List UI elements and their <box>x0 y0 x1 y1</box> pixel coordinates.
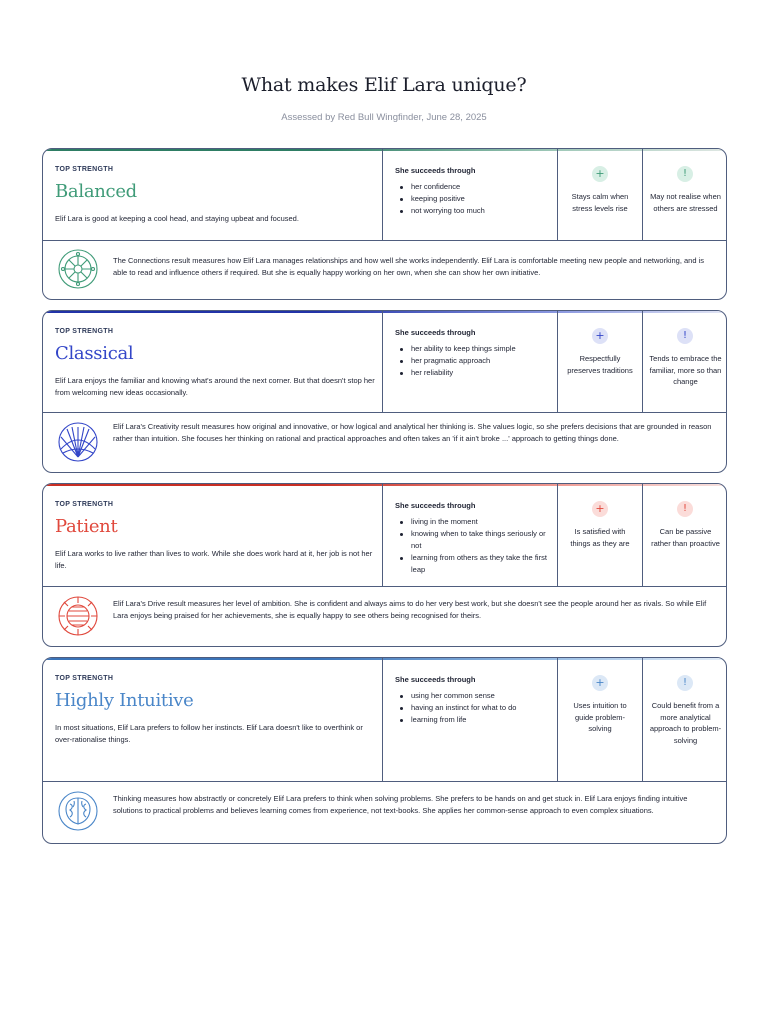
exclamation-icon: ! <box>677 328 693 344</box>
strength-title: Patient <box>55 516 118 537</box>
exclamation-icon: ! <box>677 675 693 691</box>
list-item: having an instinct for what to do <box>399 702 551 714</box>
succeeds-through-list <box>399 343 551 379</box>
strength-label: TOP STRENGTH <box>55 166 114 173</box>
succeeds-through-list <box>399 690 551 726</box>
list-item: keeping positive <box>399 193 551 205</box>
result-explanation: Elif Lara's Creativity result measures how original and innovative, or how logical and analytical her thinking is. She values logic, so she prefers decisions that are grounded in reason rather than intuition. She focuses her thinking on rational and practical approaches and often takes an 'if it ain't broke ...' approach to getting things done. <box>113 422 712 443</box>
succeeds-through-panel <box>383 311 558 412</box>
watch-out-text: Can be passive rather than proactive <box>651 527 720 548</box>
positive-trait-panel <box>558 311 643 412</box>
list-item: living in the moment <box>399 516 551 528</box>
page-subtitle: Assessed by Red Bull Wingfinder, June 28, 2025 <box>281 112 487 123</box>
succeeds-through-panel <box>383 484 558 586</box>
strength-description: In most situations, Elif Lara prefers to follow her instincts. Elif Lara doesn't like to overthink or over-rationalise things. <box>55 723 363 744</box>
strength-card-patient <box>42 483 727 647</box>
card-bottom-section <box>43 411 726 472</box>
succeeds-through-panel <box>383 658 558 781</box>
positive-trait-text: Respectfully preserves traditions <box>567 354 633 375</box>
succeeds-through-heading: She succeeds through <box>395 166 476 175</box>
strength-label: TOP STRENGTH <box>55 501 114 508</box>
strength-card-classical <box>42 310 727 473</box>
list-item: learning from life <box>399 714 551 726</box>
plus-icon: + <box>592 501 608 517</box>
strength-description: Elif Lara is good at keeping a cool head, and staying upbeat and focused. <box>55 214 299 223</box>
exclamation-icon: ! <box>677 166 693 182</box>
result-explanation: The Connections result measures how Elif Lara manages relationships and how well she works independently. Elif Lara is comfortable meeting new people and networking, and is able to read and influence others if required. But she is equally happy working on her own, when she can show her own initiative. <box>113 256 705 277</box>
card-top-section <box>43 658 726 782</box>
exclamation-icon: ! <box>677 501 693 517</box>
watch-out-text: Tends to embrace the familiar, more so than change <box>649 354 722 386</box>
strength-description: Elif Lara works to live rather than lives to work. While she does work hard at it, her job is not her life. <box>55 549 373 570</box>
list-item: using her common sense <box>399 690 551 702</box>
strength-summary <box>43 149 383 240</box>
strength-summary <box>43 311 383 412</box>
watch-out-text: Could benefit from a more analytical approach to problem-solving <box>649 701 722 745</box>
card-bottom-section <box>43 239 726 299</box>
card-top-section <box>43 311 726 413</box>
list-item: knowing when to take things seriously or not <box>399 528 551 552</box>
positive-trait-panel <box>558 484 643 586</box>
result-explanation: Thinking measures how abstractly or concretely Elif Lara prefers to think when solving problems. She prefers to be hands on and get stuck in. Elif Lara enjoys finding intuitive solutions to practical problems and believes learning comes from experience, not text-books. She applies her common-sense approach to even complex situations. <box>113 794 688 815</box>
strength-label: TOP STRENGTH <box>55 675 114 682</box>
succeeds-through-heading: She succeeds through <box>395 501 476 510</box>
succeeds-through-panel <box>383 149 558 240</box>
card-top-section <box>43 149 726 241</box>
strength-title: Classical <box>55 343 134 364</box>
creativity-emblem-icon <box>57 421 99 463</box>
result-explanation: Elif Lara's Drive result measures her level of ambition. She is confident and always aims to do her very best work, but she doesn't see the people around her as rivals. So while Elif Lara enjoys being praised for her achievements, she is equally happy to see others being recognised for theirs. <box>113 599 707 620</box>
page-title: What makes Elif Lara unique? <box>241 74 527 96</box>
positive-trait-text: Uses intuition to guide problem-solving <box>573 701 627 733</box>
strength-title: Highly Intuitive <box>55 690 194 711</box>
positive-trait-panel <box>558 658 643 781</box>
list-item: her reliability <box>399 367 551 379</box>
plus-icon: + <box>592 328 608 344</box>
strength-summary <box>43 484 383 586</box>
succeeds-through-heading: She succeeds through <box>395 675 476 684</box>
positive-trait-text: Is satisfied with things as they are <box>570 527 630 548</box>
strength-label: TOP STRENGTH <box>55 328 114 335</box>
positive-trait-panel <box>558 149 643 240</box>
list-item: learning from others as they take the first leap <box>399 552 551 576</box>
card-top-section <box>43 484 726 587</box>
connections-emblem-icon <box>57 248 99 290</box>
watch-out-panel <box>643 484 727 586</box>
plus-icon: + <box>592 166 608 182</box>
list-item: her ability to keep things simple <box>399 343 551 355</box>
strength-title: Balanced <box>55 181 137 202</box>
card-bottom-section <box>43 780 726 843</box>
watch-out-text: May not realise when others are stressed <box>650 192 721 213</box>
watch-out-panel <box>643 311 727 412</box>
succeeds-through-heading: She succeeds through <box>395 328 476 337</box>
thinking-brain-emblem-icon <box>57 790 99 832</box>
succeeds-through-list <box>399 516 551 576</box>
list-item: not worrying too much <box>399 205 551 217</box>
watch-out-panel <box>643 149 727 240</box>
strength-description: Elif Lara enjoys the familiar and knowing what's around the next corner. But that doesn't stop her from welcoming new ideas occasionally. <box>55 376 375 397</box>
list-item: her pragmatic approach <box>399 355 551 367</box>
watch-out-panel <box>643 658 727 781</box>
card-bottom-section <box>43 585 726 646</box>
strength-card-highly-intuitive <box>42 657 727 844</box>
list-item: her confidence <box>399 181 551 193</box>
drive-emblem-icon <box>57 595 99 637</box>
positive-trait-text: Stays calm when stress levels rise <box>571 192 629 213</box>
strength-card-balanced <box>42 148 727 300</box>
plus-icon: + <box>592 675 608 691</box>
strength-summary <box>43 658 383 781</box>
succeeds-through-list <box>399 181 551 217</box>
